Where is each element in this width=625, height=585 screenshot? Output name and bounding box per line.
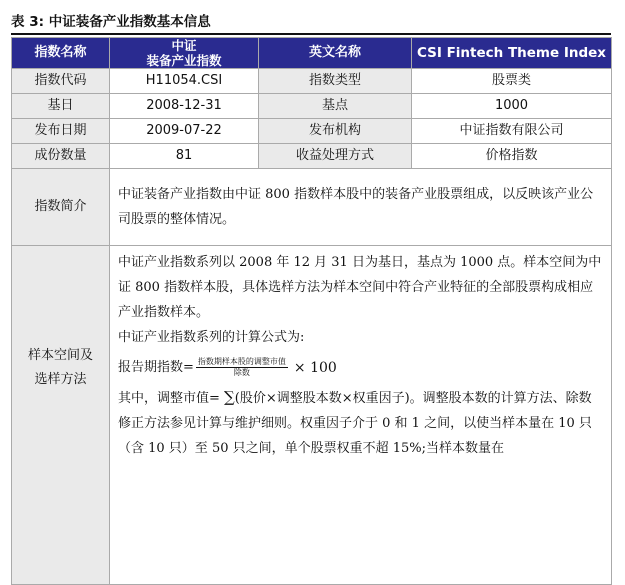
method-paragraph-3: [118, 385, 603, 461]
index-formula: [118, 357, 603, 378]
english-name-label: 英文名称: [259, 38, 412, 69]
row-value: 股票类: [412, 69, 612, 94]
paragraph-3-prefix: 其中，调整市值=: [118, 391, 225, 406]
table-caption: 表 3: 中证装备产业指数基本信息: [11, 14, 211, 30]
method-label-line2: 选样方法: [34, 372, 87, 387]
table-row: [12, 69, 612, 94]
method-label: [12, 246, 110, 585]
intro-label: 指数简介: [12, 169, 110, 246]
index-info-table: [11, 37, 612, 585]
formula-suffix: × 100: [293, 359, 337, 376]
intro-row: [12, 169, 612, 246]
row-value: 1000: [412, 94, 612, 119]
row-label: 发布机构: [259, 119, 412, 144]
formula-prefix: 报告期指数=: [118, 359, 194, 375]
row-label: 收益处理方式: [259, 144, 412, 169]
sigma-symbol: ∑: [224, 388, 235, 406]
index-name-line1: 中证: [171, 38, 197, 53]
method-paragraph-1: 中证产业指数系列以 2008 年 12 月 31 日为基日，基点为 1000 点。样本空间为中证 800 指数样本股，具体选样方法为样本空间中符合产业特征的全部股票构成相应产业指数样本。: [118, 255, 602, 320]
index-name-value: [110, 38, 259, 69]
table-row: [12, 94, 612, 119]
row-value: 2008-12-31: [110, 94, 259, 119]
index-name-label: 指数名称: [12, 38, 110, 69]
row-label: 指数代码: [12, 69, 110, 94]
row-value: H11054.CSI: [110, 69, 259, 94]
row-value: 中证指数有限公司: [412, 119, 612, 144]
index-name-line2: 装备产业指数: [146, 53, 222, 68]
formula-denominator: 除数: [233, 368, 250, 377]
row-label: 基日: [12, 94, 110, 119]
caption-divider: [11, 33, 611, 35]
row-value: 价格指数: [412, 144, 612, 169]
english-name-value: CSI Fintech Theme Index: [412, 38, 612, 69]
formula-fraction: [196, 357, 288, 378]
table-header-row: [12, 38, 612, 69]
method-label-line1: 样本空间及: [27, 348, 93, 363]
row-label: 成份数量: [12, 144, 110, 169]
paragraph-3-body: (股价×调整股本数×权重因子)。调整股本数的计算方法、除数修正方法参见计算与维护细则。权重因子介于 0 和 1 之间，以使当样本量在 10 只（含 10 只）至 50 只之间，单个股票权重不超 15%;当样本数量在: [118, 391, 592, 456]
method-paragraph-2: 中证产业指数系列的计算公式为:: [118, 330, 305, 345]
row-label: 发布日期: [12, 119, 110, 144]
row-label: 指数类型: [259, 69, 412, 94]
row-value: 81: [110, 144, 259, 169]
row-value: 2009-07-22: [110, 119, 259, 144]
table-row: [12, 119, 612, 144]
method-text: [110, 246, 612, 585]
method-row: [12, 246, 612, 585]
intro-paragraph: 中证装备产业指数由中证 800 指数样本股中的装备产业股票组成，以反映该产业公司股票的整体情况。: [118, 187, 594, 227]
intro-text: [110, 169, 612, 246]
table-row: [12, 144, 612, 169]
formula-numerator: 指数期样本股的调整市值: [197, 357, 286, 366]
row-label: 基点: [259, 94, 412, 119]
